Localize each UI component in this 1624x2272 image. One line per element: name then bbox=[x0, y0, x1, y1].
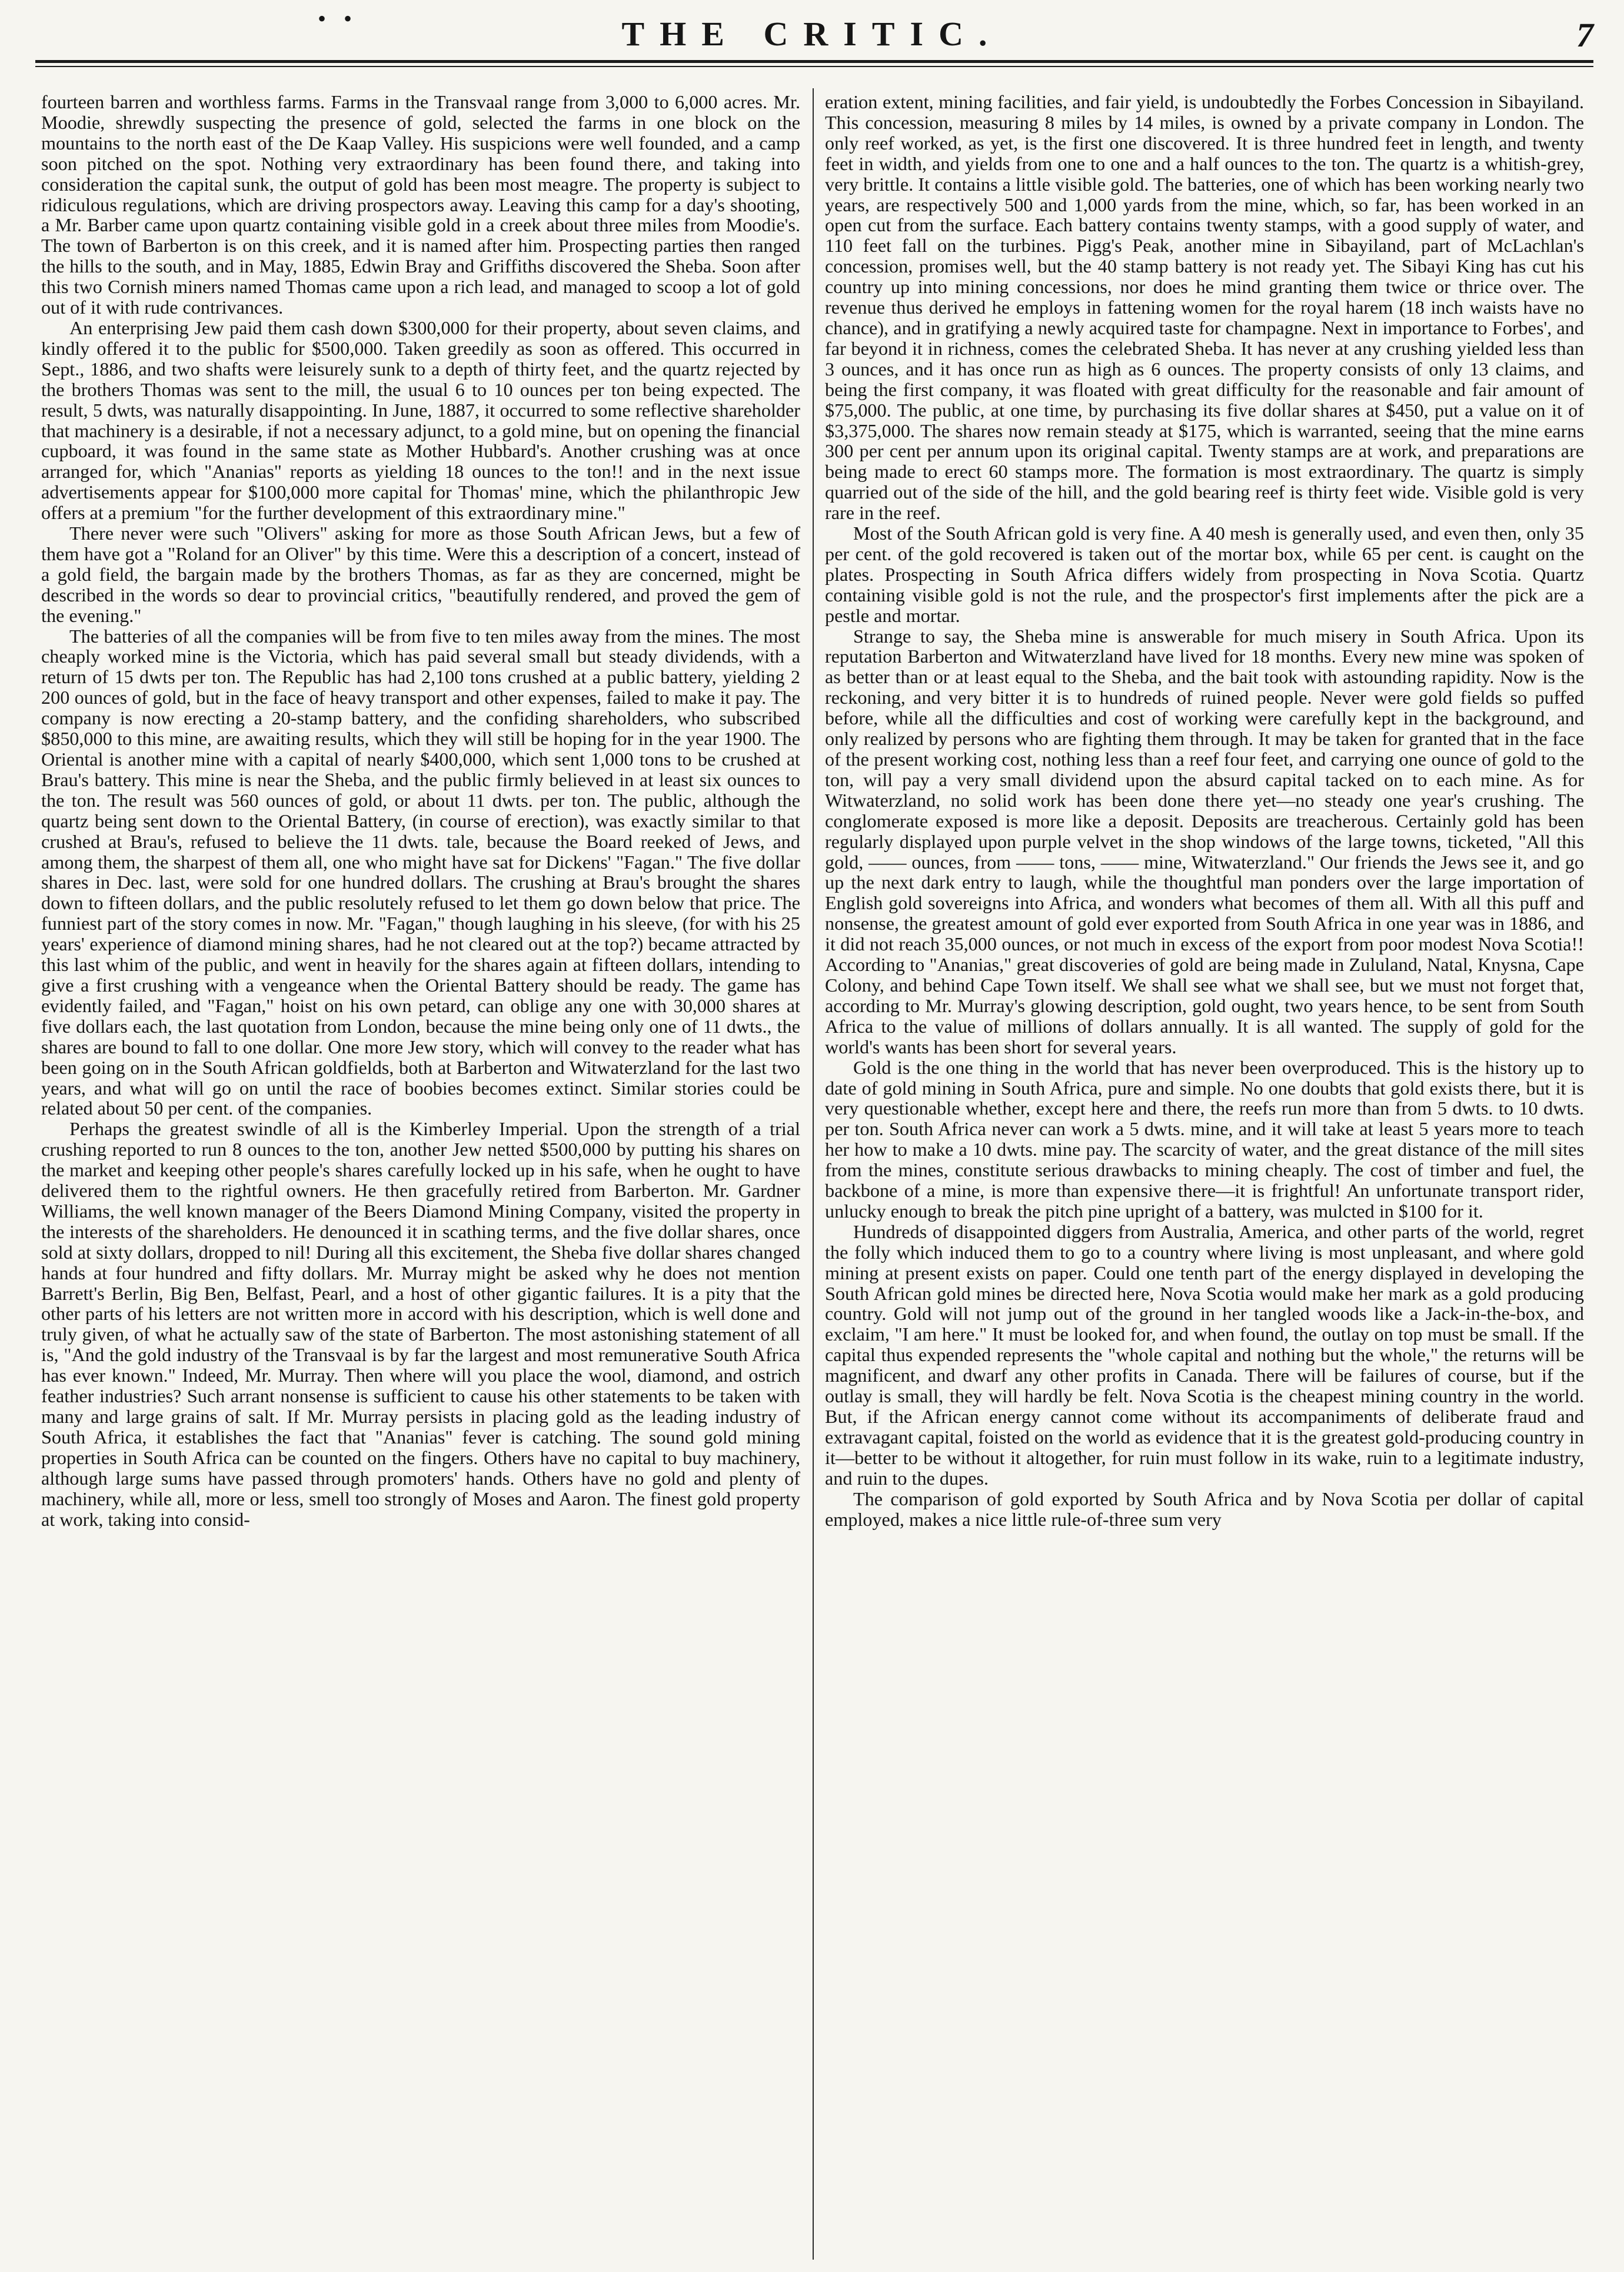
paragraph: Perhaps the greatest swindle of all is the Kimberley Imperial. Upon the strength of a trial crushing reported to run 8 ounces to the ton, another Jew netted $500,000 by putting his shares on the market and keeping other people's shares carefully locked up in his safe, when he ought to have delivered them to the rightful owners. He then gracefully retired from Barberton. Mr. Gardner Williams, the well known manager of the Beers Diamond Mining Company, visited the property in the interests of the shareholders. He denounced it in scathing terms, and the five dollar shares, once sold at sixty dollars, dropped to nil! During all this excitement, the Sheba five dollar shares changed hands at four hundred and fifty dollars. Mr. Murray might be asked why he does not mention Barrett's Berlin, Big Ben, Belfast, Pearl, and a host of other gigantic failures. It is a pity that the other parts of his letters are not written more in accord with his description, which is well done and truly given, of what he actually saw of the state of Barberton. The most astonishing statement of all is, "And the gold industry of the Transvaal is by far the largest and most remunerative South Africa has ever known." Indeed, Mr. Murray. Then where will you place the wool, diamond, and ostrich feather industries? Such arrant nonsense is sufficient to cause his other statements to be taken with many and large grains of salt. If Mr. Murray persists in placing gold as the leading industry of South Africa, it establishes the fact that "Ananias" fever is catching. The sound gold mining properties in South Africa can be counted on the fingers. Others have no capital to buy machinery, although large sums have passed through promoters' hands. Others have no gold and plenty of machinery, while all, more or less, smell too strongly of Moses and Aaron. The finest gold property at work, taking into consid- bbox=[41, 1118, 800, 1530]
paragraph: There never were such "Olivers" asking for more as those South African Jews, but a few of them have got a "Roland for an Oliver" by this time. Were this a description of a concert, instead of a gold field, the bargain made by the brothers Thomas, as far as they are concerned, might be described in the words so dear to provincial critics, "beautifully rendered, and proved the gem of the evening." bbox=[41, 523, 800, 626]
paragraph: fourteen barren and worthless farms. Farms in the Transvaal range from 3,000 to 6,000 acres. Mr. Moodie, shrewdly suspecting the presence of gold, selected the farms in one block on the mountains to the north east of the De Kaap Valley. His suspicions were well founded, and a camp soon pitched on the spot. Nothing very extraordinary has been found there, and taking into consideration the capital sunk, the output of gold has been most meagre. The property is subject to ridiculous regulations, which are driving prospectors away. Leaving this camp for a day's shooting, a Mr. Barber came upon quartz containing visible gold in a creek about three miles from Moodie's. The town of Barberton is on this creek, and it is named after him. Prospecting parties then ranged the hills to the south, and in May, 1885, Edwin Bray and Griffiths discovered the Sheba. Soon after this two Cornish miners named Thomas came upon a rich lead, and managed to scoop a lot of gold out of it with rude contrivances. bbox=[41, 92, 800, 318]
masthead-rule-thick bbox=[35, 60, 1593, 63]
publication-title: THE CRITIC. bbox=[621, 15, 1003, 53]
right-column bbox=[825, 92, 1584, 2257]
print-specks: • • bbox=[318, 5, 358, 32]
paragraph: The batteries of all the companies will be from five to ten miles away from the mines. The most cheaply worked mine is the Victoria, which has paid several small but steady dividends, with a return of 15 dwts per ton. The Republic has had 2,100 tons crushed at a public battery, yielding 2 200 ounces of gold, but in the face of heavy transport and other expenses, failed to make it pay. The company is now erecting a 20-stamp battery, and the confiding shareholders, who subscribed $850,000 to this mine, are awaiting results, which they will still be hoping for in the year 1900. The Oriental is another mine with a capital of nearly $400,000, which sent 1,000 tons to be crushed at Brau's battery. This mine is near the Sheba, and the public firmly believed in at least six ounces to the ton. The result was 560 ounces of gold, or about 11 dwts. per ton. The public, although the quartz being sent down to the Oriental Battery, (in course of erection), was exactly similar to that crushed at Brau's, refused to believe the 11 dwts. tale, because the Board reeked of Jews, and among them, the sharpest of them all, one who might have sat for Dickens' "Fagan." The five dollar shares in Dec. last, were sold for one hundred dollars. The crushing at Brau's brought the shares down to fifteen dollars, and the public resolutely refused to let them go down below that price. The funniest part of the story comes in now. Mr. "Fagan," though laughing in his sleeve, (for with his 25 years' experience of diamond mining shares, had he not cleared out at the top?) became attracted by this last whim of the public, and went in heavily for the shares again at fifteen dollars, intending to give a first crushing with a vengeance when the Oriental Battery should be ready. The game has evidently failed, and "Fagan," hoist on his own petard, can oblige any one with 30,000 shares at five dollars each, the last quotation from London, because the mine being only one of 11 dwts., the shares are bound to fall to one dollar. One more Jew story, which will convey to the reader what has been going on in the South African goldfields, both at Barberton and Witwaterzland for the last two years, and what will go on until the race of boobies becomes extinct. Similar stories could be related about 50 per cent. of the companies. bbox=[41, 625, 800, 1119]
paragraph: Hundreds of disappointed diggers from Australia, America, and other parts of the world, regret the folly which induced them to go to a country where living is most unpleasant, and where gold mining at present exists on paper. Could one tenth part of the energy displayed in developing the South African gold mines be directed here, Nova Scotia would make her mark as a gold producing country. Gold will not jump out of the ground in her tangled woods like a Jack-in-the-box, and exclaim, "I am here." It must be looked for, and when found, the outlay on top must be small. If the capital thus expended represents the "whole capital and nothing but the whole," the returns will be magnificent, and dwarf any other profits in Canada. There will be failures of course, but if the outlay is small, they will hardly be felt. Nova Scotia is the cheapest mining country in the world. But, if the African energy cannot come without its accompaniments of deliberate fraud and extravagant capital, foisted on the world as evidence that it is the greatest gold-producing country in it—better to be without it altogether, for ruin must follow in its wake, ruin to a legitimate industry, and ruin to the dupes. bbox=[825, 1220, 1584, 1489]
column-divider bbox=[813, 88, 814, 2260]
paragraph: Strange to say, the Sheba mine is answerable for much misery in South Africa. Upon its reputation Barberton and Witwaterzland have lived for 18 months. Every new mine was spoken of as better than or at least equal to the Sheba, and the bait took with astounding rapidity. Now is the reckoning, and very bitter it is to hundreds of ruined people. Never were gold fields so puffed before, while all the difficulties and cost of working were carefully kept in the background, and only realized by persons who are fighting them through. It may be taken for granted that in the face of the present working cost, nothing less than a reef four feet, and carrying one ounce of gold to the ton, will pay a very small dividend upon the absurd capital tacked on to each mine. As for Witwaterzland, no solid work has been done there yet—no steady one year's crushing. The conglomerate exposed is more like a deposit. Deposits are treacherous. Certainly gold has been regularly displayed upon purple velvet in the shop windows of the large towns, ticketed, "All this gold, —— ounces, from —— tons, —— mine, Witwaterzland." Our friends the Jews see it, and go up the next dark entry to laugh, while the thoughtful man ponders over the large importation of English gold sovereigns into Africa, and wonders what becomes of them all. With all this puff and nonsense, the greatest amount of gold ever exported from South Africa in one year was in 1886, and it did not reach 35,000 ounces, or not much in excess of the export from poor modest Nova Scotia!! According to "Ananias," great discoveries of gold are being made in Zululand, Natal, Knysna, Cape Colony, and behind Cape Town itself. We shall see what we shall see, but we must not forget that, according to Mr. Murray's glowing description, gold ought, two years hence, to be sent from South Africa to the value of millions of dollars annually. It is all wanted. The supply of gold for the world's wants has been short for several years. bbox=[825, 625, 1584, 1057]
left-column bbox=[41, 92, 800, 2257]
paragraph: Gold is the one thing in the world that has never been overproduced. This is the history up to date of gold mining in South Africa, pure and simple. No one doubts that gold exists there, but it is very questionable whether, except here and there, the reefs run more than from 5 dwts. to 10 dwts. per ton. South Africa never can work a 5 dwts. mine, and it will take at least 5 years more to teach her how to make a 10 dwts. mine pay. The scarcity of water, and the great distance of the mill sites from the mines, constitute serious drawbacks to mining cheaply. The cost of timber and fuel, the backbone of a mine, is more than expensive there—it is frightful! An unfortunate transport rider, unlucky enough to break the pitch pine upright of a battery, was mulcted in $100 for it. bbox=[825, 1056, 1584, 1222]
masthead bbox=[0, 0, 1624, 71]
paragraph: Most of the South African gold is very fine. A 40 mesh is generally used, and even then, only 35 per cent. of the gold recovered is taken out of the mortar box, while 65 per cent. is caught on the plates. Prospecting in South Africa differs widely from prospecting in Nova Scotia. Quartz containing visible gold is not the rule, and the prospector's first implements after the pick are a pestle and mortar. bbox=[825, 523, 1584, 626]
paragraph: The comparison of gold exported by South Africa and by Nova Scotia per dollar of capital employed, makes a nice little rule-of-three sum very bbox=[825, 1488, 1584, 1530]
page-number: 7 bbox=[1576, 16, 1593, 54]
masthead-rule-thin bbox=[35, 66, 1593, 67]
paragraph: eration extent, mining facilities, and fair yield, is undoubtedly the Forbes Concession in Sibayiland. This concession, measuring 8 miles by 14 miles, is owned by a private company in London. The only reef worked, as yet, is the first one discovered. It is three hundred feet in length, and twenty feet in width, and yields from one to one and a half ounces to the ton. The quartz is a whitish-grey, very brittle. It contains a little visible gold. The batteries, one of which has been working nearly two years, are respectively 500 and 1,000 yards from the mine, which, so far, has been worked in an open cut from the surface. Each battery contains twenty stamps, with a good supply of water, and 110 feet fall on the turbines. Pigg's Peak, another mine in Sibayiland, part of McLachlan's concession, promises well, but the 40 stamp battery is not ready yet. The Sibayi King has cut his country up into mining concessions, nor does he mind granting them twice or thrice over. The revenue thus derived he employs in fattening women for the royal harem (18 inch waists have no chance), and in gratifying a newly acquired taste for champagne. Next in importance to Forbes', and far beyond it in richness, comes the celebrated Sheba. It has never at any crushing yielded less than 3 ounces, and it has once run as high as 6 ounces. The property consists of only 13 claims, and being the first company, it was floated with great difficulty for the reasonable and fair amount of $75,000. The public, at one time, by purchasing its five dollar shares at $450, put a value on it of $3,375,000. The shares now remain steady at $175, which is warranted, seeing that the mine earns 300 per cent per annum upon its original capital. Twenty stamps are at work, and preparations are being made to erect 60 stamps more. The formation is most extraordinary. The quartz is simply quarried out of the side of the hill, and the gold bearing reef is thirty feet wide. Visible gold is very rare in the reef. bbox=[825, 92, 1584, 524]
paragraph: An enterprising Jew paid them cash down $300,000 for their property, about seven claims, and kindly offered it to the public for $500,000. Taken greedily as soon as offered. This occurred in Sept., 1886, and two shafts were leisurely sunk to a depth of thirty feet, and the quartz rejected by the brothers Thomas was sent to the mill, the usual 6 to 10 ounces per ton being expected. The result, 5 dwts, was naturally disappointing. In June, 1887, it occurred to some reflective shareholder that machinery is a desirable, if not a necessary adjunct, to a gold mine, but on opening the financial cupboard, it was found in the same state as Mother Hubbard's. Another crushing was at once arranged for, which "Ananias" reports as yielding 18 ounces to the ton!! and in the next issue advertisements appear for $100,000 more capital for Thomas' mine, which the philanthropic Jew offers at a premium "for the further development of this extraordinary mine." bbox=[41, 317, 800, 524]
